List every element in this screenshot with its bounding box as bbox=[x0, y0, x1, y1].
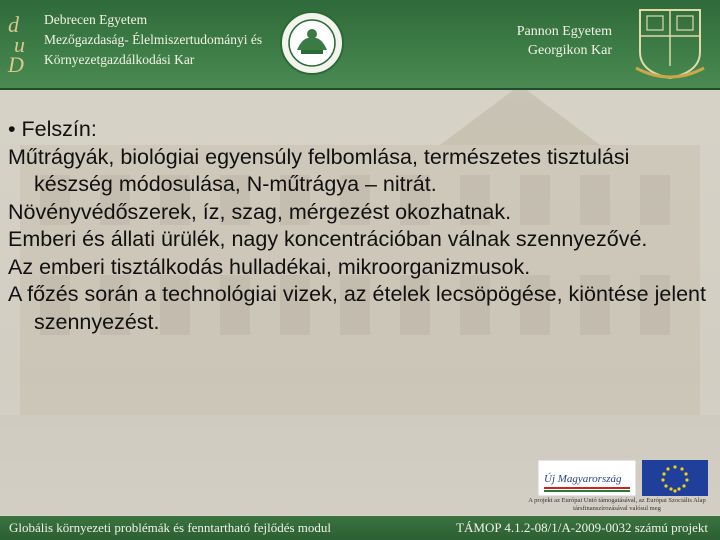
university-line-3: Környezetgazdálkodási Kar bbox=[44, 52, 195, 67]
university-name bbox=[44, 10, 262, 70]
svg-text:d: d bbox=[8, 12, 19, 37]
university-line-2: Mezőgazdaság- Élelmiszertudományi és bbox=[44, 32, 263, 47]
list-item: Emberi és állati ürülék, nagy koncentrációban válnak szennyezővé. bbox=[8, 227, 648, 251]
item-text: Felszín: bbox=[21, 117, 97, 141]
uj-magyarorszag-logo bbox=[538, 460, 636, 496]
footer-project-id: TÁMOP 4.1.2-08/1/A-2009-0032 számú projekt bbox=[456, 520, 708, 535]
list-item: Növényvédőszerek, íz, szag, mérgezést okozhatnak. bbox=[8, 199, 512, 224]
eu-funding-note: A projekt az Európai Unió támogatásával, az Európai Szociális Alap társfinanszírozásával valósul meg bbox=[528, 497, 706, 512]
list-item: Műtrágyák, biológiai egyensúly felbomlása, természetes tisztulási készség módosulása, N-műtrágya – nitrát. bbox=[8, 144, 630, 196]
university-line-1: Debrecen Egyetem bbox=[44, 12, 148, 27]
partner-university-name bbox=[482, 22, 612, 60]
footer-module-title: Globális környezeti problémák és fenntartható fejlődés modul bbox=[9, 520, 332, 535]
eu-flag-icon bbox=[642, 460, 708, 496]
svg-text:D: D bbox=[8, 52, 24, 74]
bullet-icon: • bbox=[8, 117, 16, 141]
footer-bar bbox=[0, 516, 720, 540]
slide-body bbox=[8, 116, 708, 336]
debrecen-logo-icon bbox=[6, 8, 40, 74]
uj-magyarorszag-text: Új Magyarország bbox=[544, 473, 622, 485]
partner-line-1: Pannon Egyetem bbox=[516, 24, 612, 39]
bullet-item bbox=[8, 116, 708, 144]
pannon-crest-icon bbox=[630, 6, 710, 82]
partner-line-2: Georgikon Kar bbox=[527, 43, 612, 58]
faculty-seal-icon bbox=[279, 10, 345, 76]
header-banner bbox=[0, 0, 720, 90]
list-item: A főzés során a technológiai vizek, az ételek lecsöpögése, kiöntése jelent szennyezést. bbox=[8, 282, 706, 334]
list-item: Az emberi tisztálkodás hulladékai, mikroorganizmusok. bbox=[8, 254, 531, 279]
svg-text:u: u bbox=[14, 32, 25, 57]
